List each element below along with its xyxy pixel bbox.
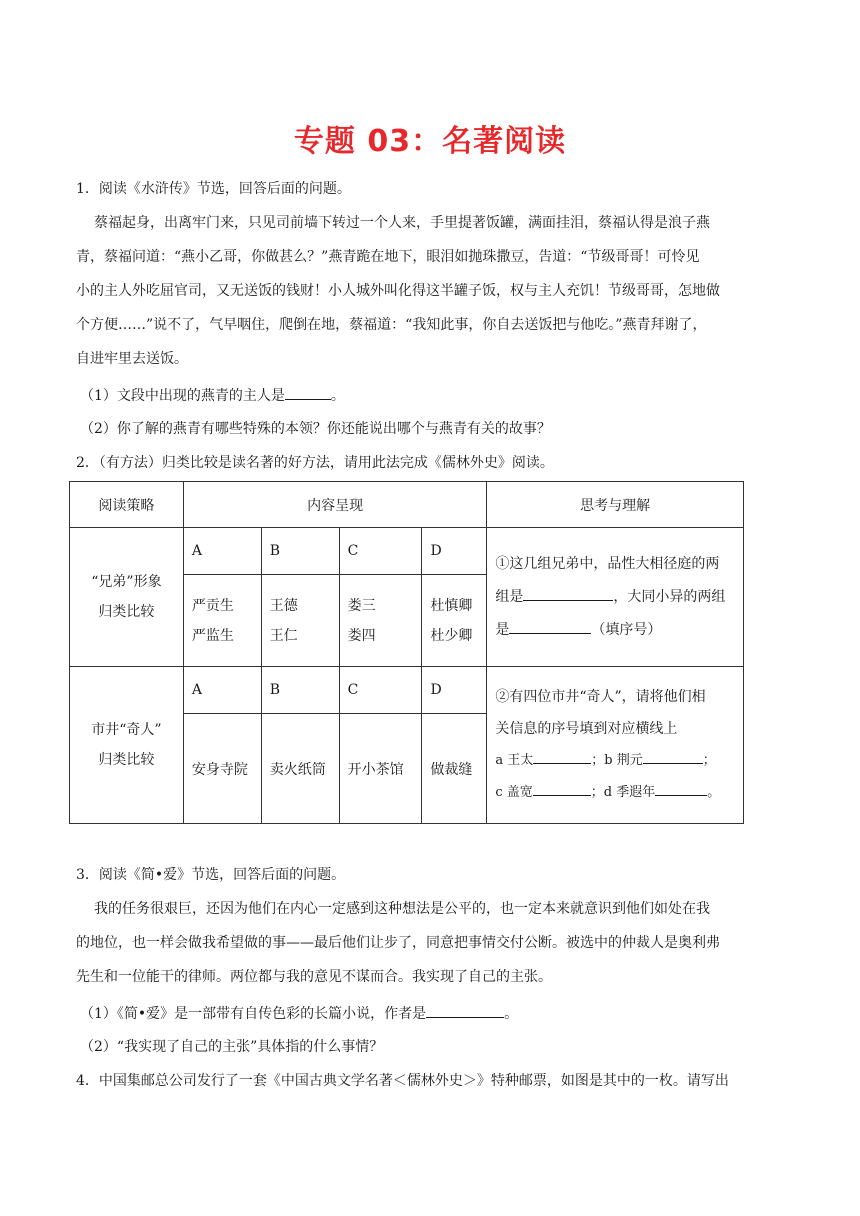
thinking-cell-2 [487, 667, 744, 824]
q1-passage-line: 自进牢里去送饭。 [76, 351, 188, 367]
thinking-text: ①这几组兄弟中，品性大相径庭的两 [495, 555, 720, 572]
q1-sub2: （2）你了解的燕青有哪些特殊的本领？你还能说出哪个与燕青有关的故事？ [80, 421, 551, 437]
q3-sub1 [80, 1003, 800, 1024]
header-thinking: 思考与理解 [487, 482, 744, 528]
comparison-table [69, 481, 744, 824]
q3-sub1-end: 。 [504, 1006, 519, 1022]
q1-stem: 1．阅读《水浒传》节选，回答后面的问题。 [76, 181, 351, 197]
q2-stem: 2．（有方法）归类比较是读名著的好方法，请用此法完成《儒林外史》阅读。 [76, 455, 554, 471]
letter-cell: A [183, 667, 261, 714]
q1-passage-line: 蔡福起身，出离牢门来，只见司前墙下转过一个人来，手里提著饭罐，满面挂泪，蔡福认得是浪子燕 [94, 215, 710, 231]
answer-blank[interactable] [509, 619, 591, 634]
answer-blank[interactable] [523, 586, 613, 601]
q3-stem: 3．阅读《简•爱》节选，回答后面的问题。 [76, 867, 346, 883]
answer-blank[interactable] [533, 749, 591, 764]
occupation-cell: 开小茶馆 [339, 714, 422, 824]
thinking-cell-1 [487, 528, 744, 667]
answer-blank[interactable] [533, 781, 591, 796]
q3-passage-line: 的地位，也一样会做我希望做的事——最后他们让步了，同意把事情交付公断。被选中的仲裁人是奥利弗 [76, 935, 720, 951]
strategy-cell-oddities [70, 667, 184, 824]
q1-sub1-end: 。 [330, 388, 345, 404]
strategy-text: “兄弟”形象 [91, 574, 162, 590]
thinking-line: 组是 ，大同小异的两组 [495, 581, 735, 614]
thinking-text: 关信息的序号填到对应横线上 [495, 721, 678, 737]
letter-cell: A [183, 528, 261, 575]
header-strategy: 阅读策略 [70, 482, 184, 528]
table-row [70, 667, 744, 714]
letter-cell: B [261, 528, 339, 575]
q3-passage-line: 先生和一位能干的律师。两位都与我的意见不谋而合。我实现了自己的主张。 [76, 969, 552, 985]
q3-sub1-text: （1）《简•爱》是一部带有自传色彩的长篇小说，作者是 [80, 1006, 427, 1022]
letter-cell: C [339, 667, 422, 714]
occupation-cell: 安身寺院 [183, 714, 261, 824]
name-cell: 严贡生 严监生 [183, 575, 261, 667]
letter-cell: D [422, 667, 487, 714]
strategy-text: 归类比较 [98, 752, 155, 768]
thinking-text: ②有四位市井“奇人”，请将他们相 [495, 689, 706, 705]
thinking-line: c 盖宽 ；d 季遐年 。 [495, 777, 735, 809]
occupation-cell: 卖火纸筒 [261, 714, 339, 824]
name-cell: 娄三 娄四 [339, 575, 422, 667]
header-content: 内容呈现 [183, 482, 487, 528]
answer-blank[interactable] [655, 781, 707, 796]
q1-passage-line: 小的主人外吃屈官司，又无送饭的钱财！小人城外叫化得这半罐子饭，权与主人充饥！节级哥哥，怎地做 [76, 283, 720, 299]
table-header-row [70, 482, 744, 528]
letter-cell: B [261, 667, 339, 714]
table-row [70, 528, 744, 575]
q1-sub1-text: （1）文段中出现的燕青的主人是 [80, 388, 285, 404]
letter-cell: C [339, 528, 422, 575]
strategy-text: 归类比较 [98, 604, 155, 620]
thinking-line: 是 （填序号） [495, 614, 735, 647]
letter-cell: D [422, 528, 487, 575]
occupation-cell: 做裁缝 [422, 714, 487, 824]
q1-passage-line: 个方便……”说不了，气早咽住，爬倒在地，蔡福道：“我知此事，你自去送饭把与他吃。”燕青拜谢了， [76, 317, 707, 333]
answer-blank[interactable] [426, 1003, 504, 1018]
page-title: 专题 03：名著阅读 [293, 124, 567, 159]
strategy-text: 市井“奇人” [91, 722, 162, 738]
answer-blank[interactable] [285, 385, 331, 400]
thinking-line: a 王太 ；b 荆元 ； [495, 745, 735, 777]
q4-stem: 4．中国集邮总公司发行了一套《中国古典文学名著＜儒林外史＞》特种邮票，如图是其中的一枚。请写出 [76, 1073, 729, 1089]
strategy-cell-brothers [70, 528, 184, 667]
q1-passage-line: 青，蔡福问道：“燕小乙哥，你做甚么？”燕青跪在地下，眼泪如抛珠撒豆，告道：“节级哥哥！可怜见 [76, 249, 700, 265]
name-cell: 王德 王仁 [261, 575, 339, 667]
q3-passage-line: 我的任务很艰巨，还因为他们在内心一定感到这种想法是公平的，也一定本来就意识到他们如处在我 [94, 901, 710, 917]
q3-sub2: （2）“我实现了自己的主张”具体指的什么事情？ [80, 1039, 384, 1055]
answer-blank[interactable] [643, 749, 703, 764]
q1-sub1 [80, 385, 800, 406]
name-cell: 杜慎卿 杜少卿 [422, 575, 487, 667]
